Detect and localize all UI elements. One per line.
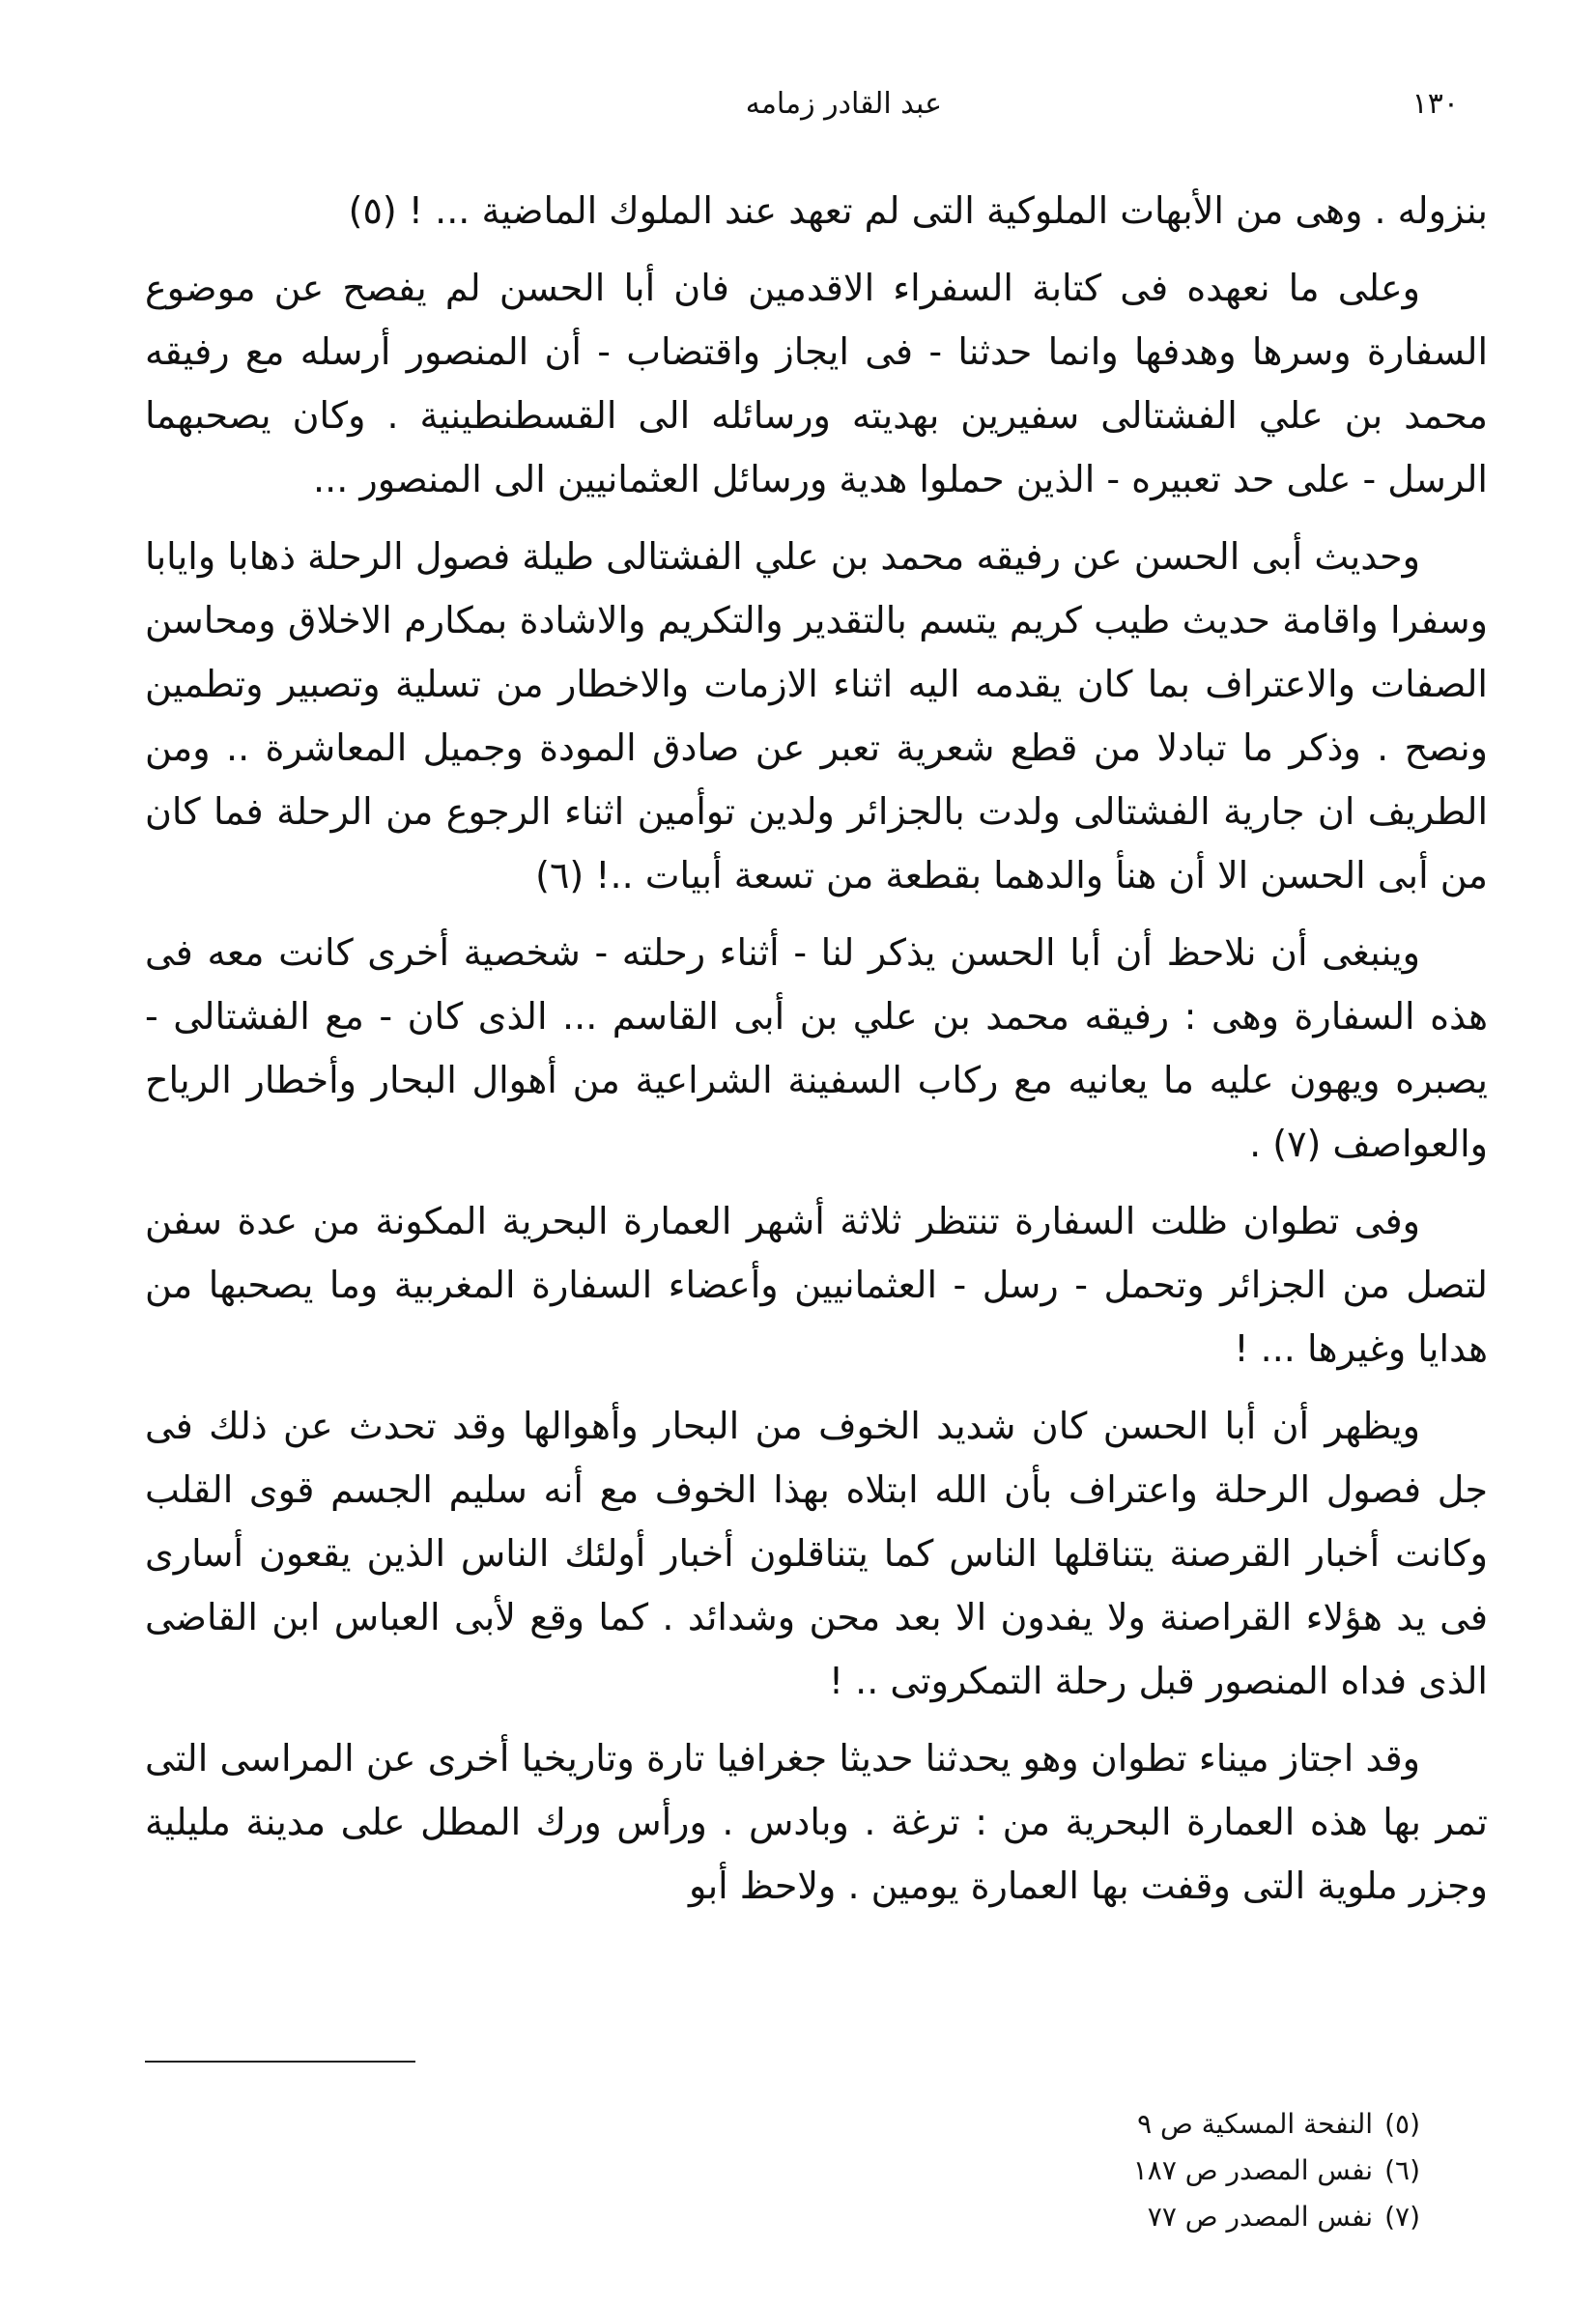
paragraph: وحديث أبى الحسن عن رفيقه محمد بن علي الفشتالى طيلة فصول الرحلة ذهابا وايابا وسفرا واقامة حديث طيب كريم يتسم بالتقدير والتكريم والاشادة بمكارم الاخلاق ومحاسن الصفات والاعتراف بما كان يقدمه اليه اثناء الازمات والاخطار من تسلية وتصبير وتطمين ونصح . وذكر ما تبادلا من قطع شعرية تعبر عن صادق المودة وجميل المعاشرة .. ومن الطريف ان جارية الفشتالى ولدت بالجزائر ولدين توأمين اثناء الرجوع من الرحلة فما كان من أبى الحسن الا أن هنأ والدهما بقطعة من تسعة أبيات ..! (٦): [145, 535, 1488, 897]
paragraph-continuation: بنزوله . وهى من الأبهات الملوكية التى لم تعهد عند الملوك الماضية ... ! (٥): [348, 189, 1488, 232]
footnote-number: (٦): [1384, 2154, 1420, 2186]
footnote-number: (٥): [1384, 2108, 1420, 2140]
paragraph: وينبغى أن نلاحظ أن أبا الحسن يذكر لنا - أثناء رحلته - شخصية أخرى كانت معه فى هذه السفارة وهى : رفيقه محمد بن علي بن أبى القاسم ... الذى كان - مع الفشتالى - يصبره ويهون عليه ما يعانيه مع ركاب السفينة الشراعية من أهوال البحار وأخطار الرياح والعواصف (٧) .: [145, 931, 1488, 1165]
footnote-text: النفحة المسكية ص ٩: [1137, 2108, 1374, 2140]
footnote-divider: [145, 2061, 415, 2063]
body-text: [145, 179, 1488, 1931]
footnote: [1133, 2101, 1420, 2148]
footnotes: [1133, 2101, 1420, 2240]
running-head-author: عبد القادر زمامه: [745, 87, 942, 121]
paragraph: وعلى ما نعهده فى كتابة السفراء الاقدمين فان أبا الحسن لم يفصح عن موضوع السفارة وسرها وهدفها وانما حدثنا - فى ايجاز واقتضاب - أن المنصور أرسله مع رفيقه محمد بن علي الفشتالى سفيرين بهديته ورسائله الى القسطنطينية . وكان يصحبهما الرسل - على حد تعبيره - الذين حملوا هدية ورسائل العثمانيين الى المنصور ...: [145, 267, 1488, 500]
running-head: [145, 87, 1488, 145]
footnote-text: نفس المصدر ص ٧٧: [1147, 2201, 1374, 2233]
page-number: ١٣٠: [1411, 87, 1459, 121]
footnote-text: نفس المصدر ص ١٨٧: [1132, 2154, 1374, 2186]
footnote: [1133, 2148, 1420, 2194]
footnote-number: (٧): [1384, 2201, 1420, 2233]
paragraph: وقد اجتاز ميناء تطوان وهو يحدثنا حديثا جغرافيا تارة وتاريخيا أخرى عن المراسى التى تمر بها هذه العمارة البحرية من : ترغة . وبادس . ورأس ورك المطل على مدينة مليلية وجزر ملوية التى وقفت بها العمارة يومين . ولاحظ أبو: [145, 1737, 1488, 1907]
book-page: [145, 68, 1488, 2251]
footnote: [1133, 2194, 1420, 2240]
paragraph: ويظهر أن أبا الحسن كان شديد الخوف من البحار وأهوالها وقد تحدث عن ذلك فى جل فصول الرحلة واعتراف بأن الله ابتلاه بهذا الخوف مع أنه سليم الجسم قوى القلب وكانت أخبار القرصنة يتناقلها الناس كما يتناقلون أخبار أولئك الناس الذين يقعون أسارى فى يد هؤلاء القراصنة ولا يفدون الا بعد محن وشدائد . كما وقع لأبى العباس ابن القاضى الذى فداه المنصور قبل رحلة التمكروتى .. !: [145, 1405, 1488, 1702]
paragraph: وفى تطوان ظلت السفارة تنتظر ثلاثة أشهر العمارة البحرية المكونة من عدة سفن لتصل من الجزائر وتحمل - رسل - العثمانيين وأعضاء السفارة المغربية وما يصحبها من هدايا وغيرها ... !: [145, 1200, 1488, 1370]
